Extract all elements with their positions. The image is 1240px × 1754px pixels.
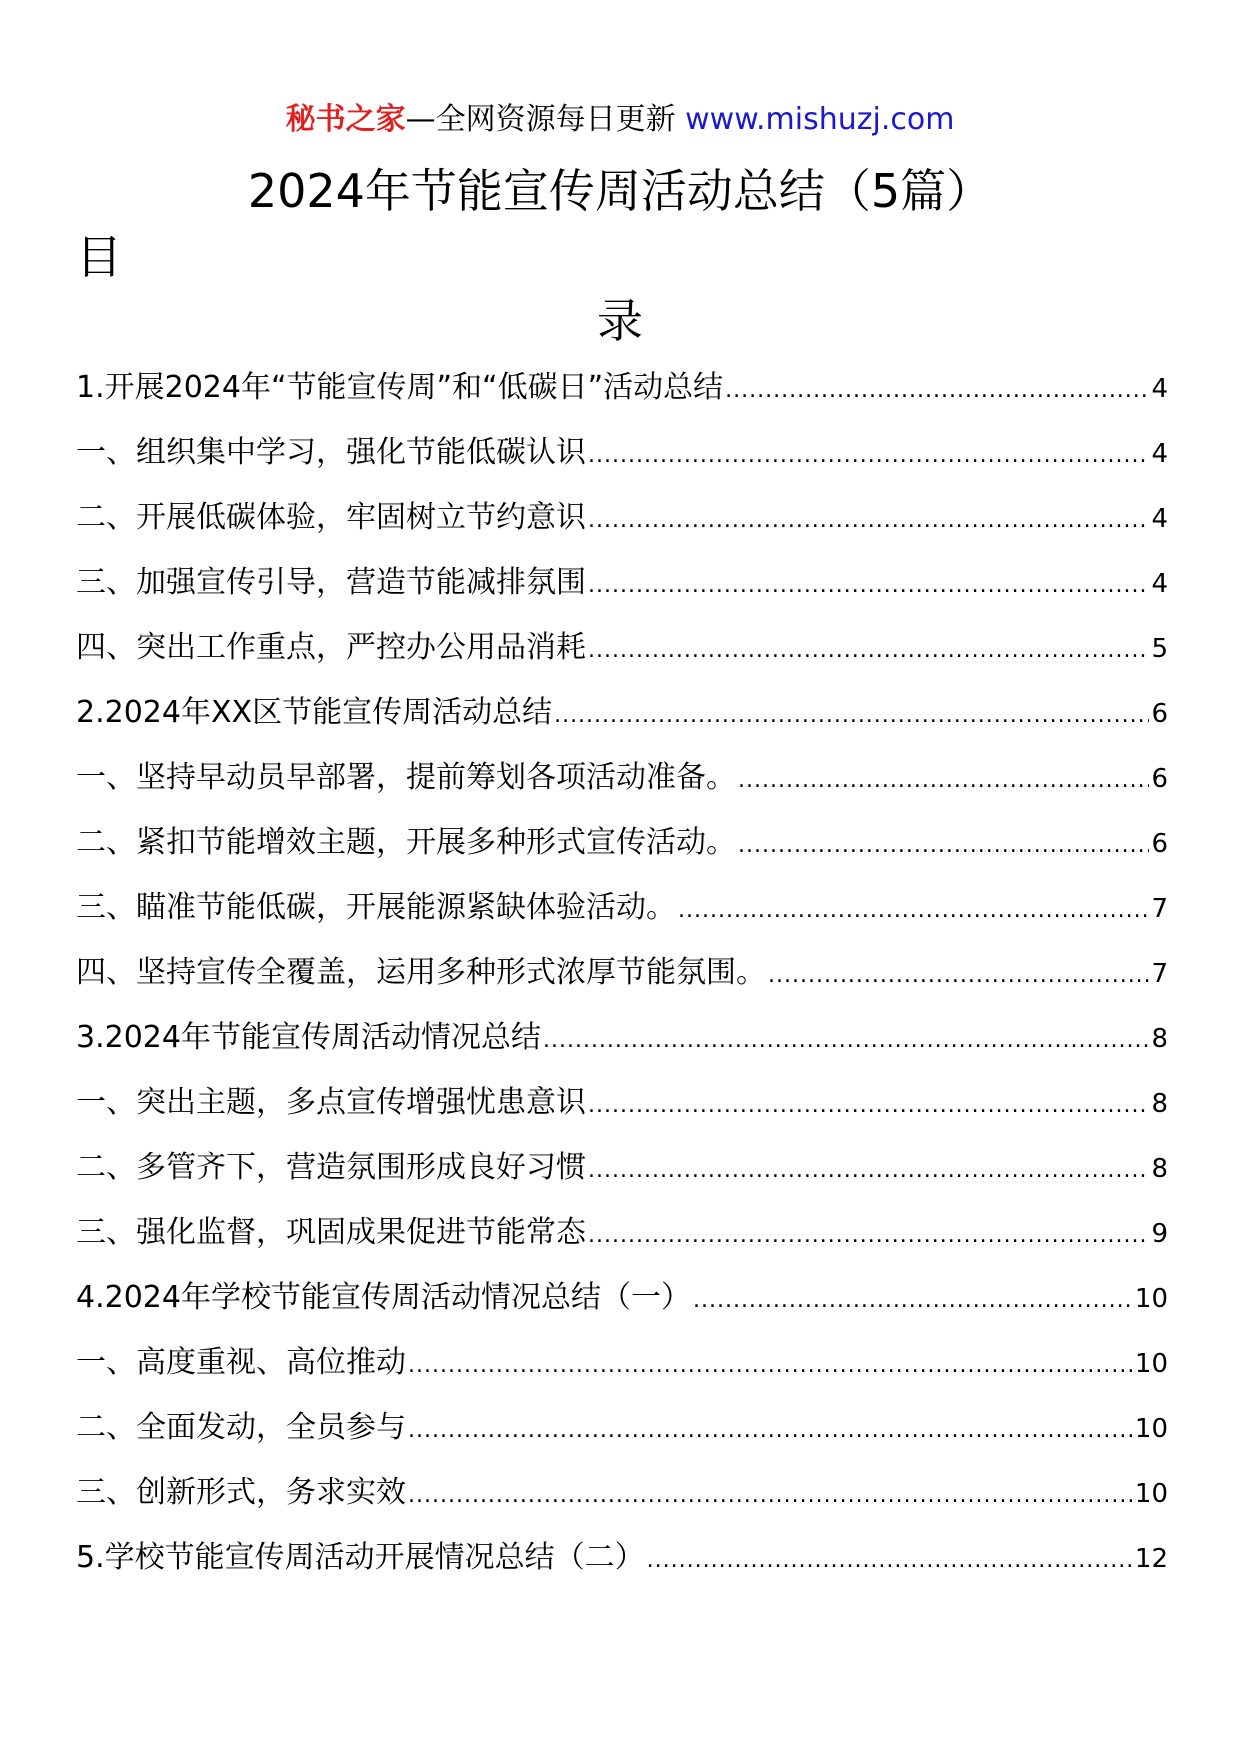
brand-name: 秘书之家: [285, 102, 406, 137]
toc-page-number: 10: [1134, 1349, 1168, 1379]
toc-page-number: 10: [1134, 1284, 1168, 1314]
toc-entry[interactable]: [76, 756, 1168, 821]
toc-page-number: 7: [1151, 894, 1168, 924]
toc-entry-title: 三、瞄准节能低碳，开展能源紧缺体验活动。: [76, 890, 676, 925]
toc-entry[interactable]: [76, 951, 1168, 1016]
document-title: 2024年节能宣传周活动总结（5篇）: [247, 164, 993, 218]
toc-dot-leader: [554, 694, 1149, 738]
toc-dot-leader: [588, 1149, 1149, 1193]
toc-page-number: 4: [1151, 569, 1168, 599]
toc-page-number: 9: [1151, 1219, 1168, 1249]
toc-page-number: 5: [1151, 634, 1168, 664]
toc-dot-leader: [693, 1279, 1133, 1323]
toc-dot-leader: [588, 434, 1149, 478]
toc-entry[interactable]: [76, 1406, 1168, 1471]
toc-page-number: 6: [1151, 764, 1168, 794]
toc-entry-title: 3.2024年节能宣传周活动情况总结: [76, 1020, 541, 1055]
toc-page-number: 10: [1134, 1414, 1168, 1444]
toc-entry-title: 2.2024年XX区节能宣传周活动总结: [76, 695, 553, 730]
toc-entry-title: 三、创新形式，务求实效: [76, 1475, 406, 1510]
toc-entry[interactable]: [76, 886, 1168, 951]
toc-page-number: 8: [1151, 1089, 1168, 1119]
toc-entry-title: 二、全面发动，全员参与: [76, 1410, 406, 1445]
toc-heading-first-char: 目: [76, 230, 122, 284]
toc-dot-leader: [588, 499, 1149, 543]
toc-dot-leader: [678, 889, 1149, 933]
toc-entry[interactable]: [76, 496, 1168, 561]
toc-dot-leader: [725, 369, 1149, 413]
toc-dot-leader: [408, 1409, 1133, 1453]
toc-entry[interactable]: [76, 626, 1168, 691]
toc-entry-title: 4.2024年学校节能宣传周活动情况总结（一）: [76, 1280, 691, 1315]
toc-entry[interactable]: [76, 1536, 1168, 1601]
toc-entry-title: 二、开展低碳体验，牢固树立节约意识: [76, 500, 586, 535]
toc-heading-second-char: 录: [597, 294, 643, 348]
toc-dot-leader: [588, 564, 1149, 608]
toc-dot-leader: [588, 1084, 1149, 1128]
toc-page-number: 4: [1151, 374, 1168, 404]
table-of-contents: [76, 366, 1168, 1601]
toc-page-number: 8: [1151, 1024, 1168, 1054]
toc-page-number: 12: [1134, 1544, 1168, 1574]
toc-dot-leader: [588, 629, 1149, 673]
toc-entry-title: 一、组织集中学习，强化节能低碳认识: [76, 435, 586, 470]
toc-entry[interactable]: [76, 1471, 1168, 1536]
toc-page-number: 6: [1151, 829, 1168, 859]
toc-entry-title: 一、坚持早动员早部署，提前筹划各项活动准备。: [76, 760, 736, 795]
toc-entry-title: 一、突出主题，多点宣传增强忧患意识: [76, 1085, 586, 1120]
toc-entry[interactable]: [76, 1146, 1168, 1211]
toc-entry[interactable]: [76, 691, 1168, 756]
toc-page-number: 7: [1151, 959, 1168, 989]
toc-page-number: 4: [1151, 504, 1168, 534]
toc-entry-title: 四、突出工作重点，严控办公用品消耗: [76, 630, 586, 665]
toc-entry[interactable]: [76, 1211, 1168, 1276]
toc-dot-leader: [588, 1214, 1149, 1258]
toc-entry[interactable]: [76, 1016, 1168, 1081]
toc-entry-title: 5.学校节能宣传周活动开展情况总结（二）: [76, 1540, 645, 1575]
site-url-link[interactable]: www.mishuzj.com: [685, 102, 955, 137]
toc-page-number: 10: [1134, 1479, 1168, 1509]
toc-page-number: 4: [1151, 439, 1168, 469]
toc-entry[interactable]: [76, 366, 1168, 431]
toc-entry-title: 三、加强宣传引导，营造节能减排氛围: [76, 565, 586, 600]
toc-entry[interactable]: [76, 1341, 1168, 1406]
toc-dot-leader: [408, 1344, 1133, 1388]
toc-entry[interactable]: [76, 431, 1168, 496]
site-header: [0, 100, 1240, 140]
toc-entry-title: 二、紧扣节能增效主题，开展多种形式宣传活动。: [76, 825, 736, 860]
header-tagline: —全网资源每日更新: [405, 102, 686, 137]
toc-page-number: 6: [1151, 699, 1168, 729]
toc-entry[interactable]: [76, 821, 1168, 886]
toc-dot-leader: [738, 759, 1149, 803]
toc-dot-leader: [768, 954, 1149, 998]
toc-dot-leader: [738, 824, 1149, 868]
toc-entry-title: 三、强化监督，巩固成果促进节能常态: [76, 1215, 586, 1250]
toc-entry-title: 1.开展2024年“节能宣传周”和“低碳日”活动总结: [76, 370, 724, 405]
toc-entry[interactable]: [76, 1276, 1168, 1341]
toc-dot-leader: [408, 1474, 1133, 1518]
toc-dot-leader: [543, 1019, 1149, 1063]
toc-entry[interactable]: [76, 561, 1168, 626]
toc-entry-title: 四、坚持宣传全覆盖，运用多种形式浓厚节能氛围。: [76, 955, 766, 990]
toc-entry-title: 二、多管齐下，营造氛围形成良好习惯: [76, 1150, 586, 1185]
toc-page-number: 8: [1151, 1154, 1168, 1184]
toc-entry-title: 一、高度重视、高位推动: [76, 1345, 406, 1380]
toc-entry[interactable]: [76, 1081, 1168, 1146]
toc-dot-leader: [647, 1539, 1133, 1583]
